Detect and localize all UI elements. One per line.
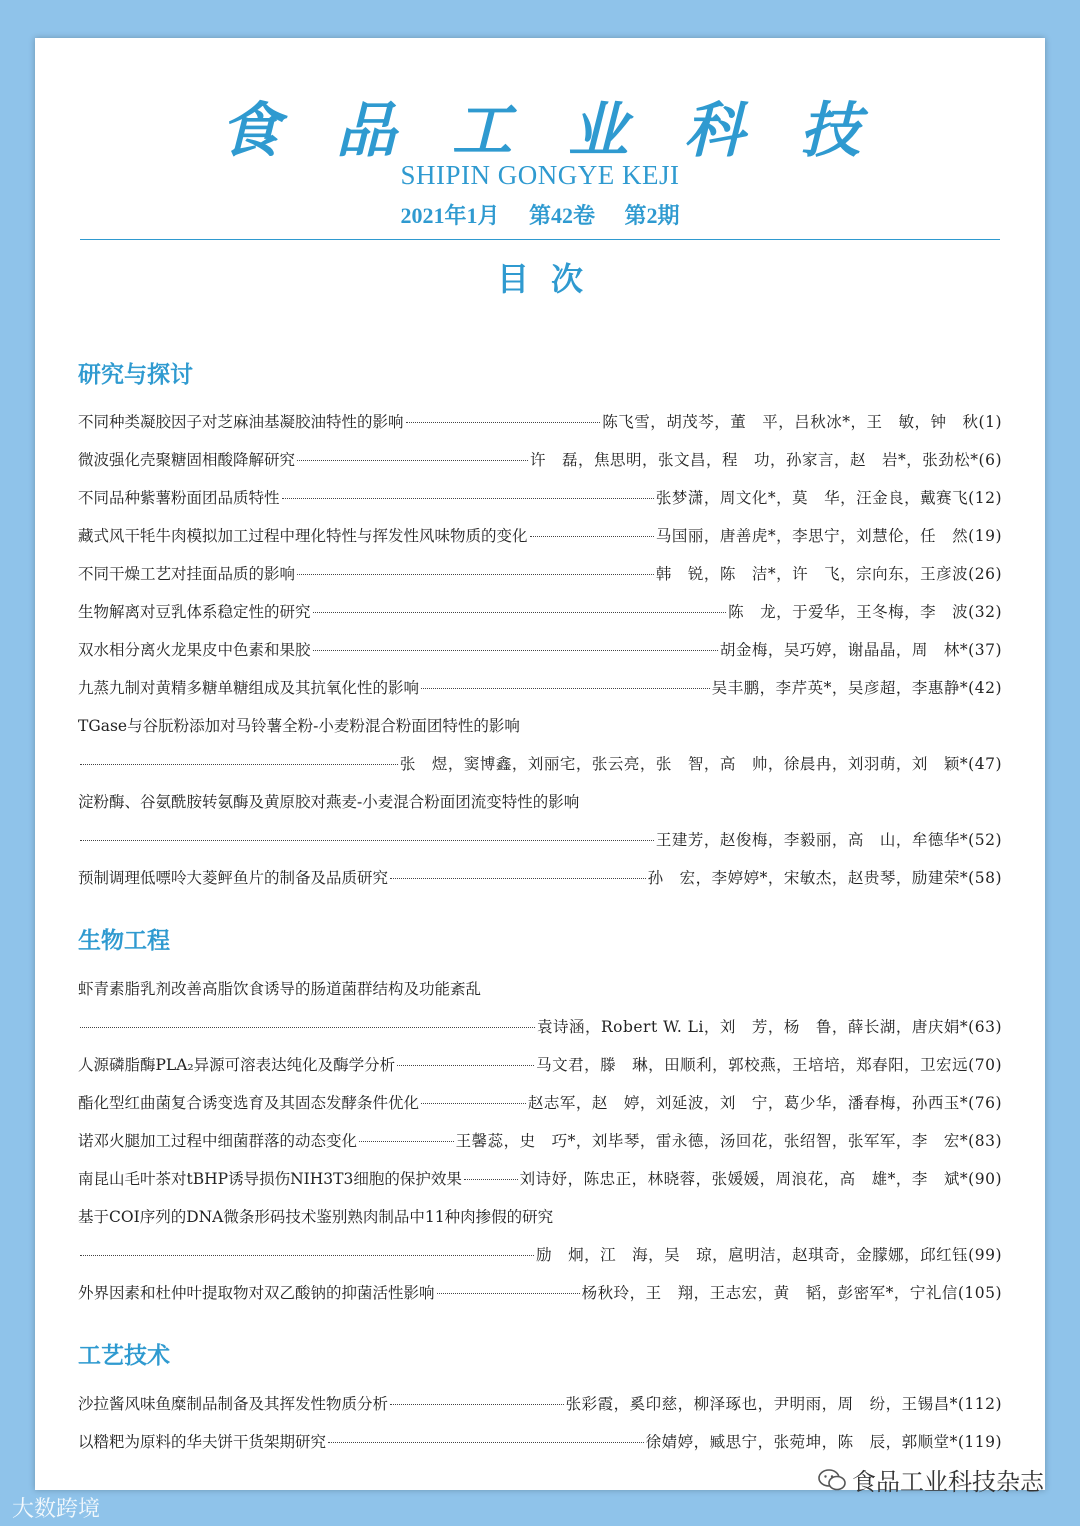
article-authors: 杨秋玲，王 翔，王志宏，黄 韬，彭密军*，宁礼信(105) (581, 1284, 1002, 1302)
toc-entry[interactable] (78, 600, 1002, 624)
leader-dots (390, 878, 646, 879)
toc-entry-title-line[interactable] (78, 790, 579, 814)
article-authors: 陈 龙，于爱华，王冬梅，李 波(32) (728, 603, 1002, 621)
leader-dots (530, 536, 654, 537)
leader-dots (390, 1404, 564, 1405)
leader-dots (80, 764, 398, 765)
leader-dots (437, 1293, 580, 1294)
article-authors: 胡金梅，吴巧婷，谢晶晶，周 林*(37) (719, 641, 1002, 659)
article-title: 淀粉酶、谷氨酰胺转氨酶及黄原胶对燕麦-小麦混合粉面团流变特性的影响 (78, 793, 580, 811)
article-title: 双水相分离火龙果皮中色素和果胶 (78, 641, 311, 659)
leader-dots (80, 840, 654, 841)
toc-entry[interactable] (78, 1430, 1002, 1454)
article-authors: 张彩霞，奚印慈，柳泽琢也，尹明雨，周 纷，王锡昌*(112) (565, 1395, 1002, 1413)
article-authors: 韩 锐，陈 洁*，许 飞，宗向东，王彦波(26) (655, 565, 1002, 583)
article-authors: 马国丽，唐善虎*，李思宁，刘慧伦，任 然(19) (655, 527, 1002, 545)
toc-entry[interactable] (78, 410, 1002, 434)
article-authors: 孙 宏，李婷婷*，宋敏杰，赵贵琴，励建荣*(58) (647, 869, 1002, 887)
toc-entry[interactable] (78, 676, 1002, 700)
article-title: 以糌粑为原料的华夫饼干货架期研究 (78, 1433, 327, 1451)
toc-entry[interactable] (78, 524, 1002, 548)
section-heading-bioengineering: 生物工程 (78, 928, 170, 954)
issue-volume: 第42卷 (528, 203, 595, 228)
toc-entry[interactable] (78, 866, 1002, 890)
leader-dots (328, 1442, 644, 1443)
watermark-right-text: 食品工业科技杂志 (852, 1468, 1044, 1496)
article-authors: 徐婧婷，臧思宁，张菀坤，陈 辰，郭顺堂*(119) (645, 1433, 1002, 1451)
toc-page (35, 38, 1045, 1490)
leader-dots (313, 650, 718, 651)
toc-entry[interactable] (78, 562, 1002, 586)
article-title: 外界因素和杜仲叶提取物对双乙酸钠的抑菌活性影响 (78, 1284, 435, 1302)
article-authors: 王馨蕊，史 巧*，刘毕琴，雷永德，汤回花，张绍智，张军军，李 宏*(83) (455, 1132, 1002, 1150)
toc-entry[interactable] (78, 448, 1002, 472)
journal-title-chinese: 食品工业科技 (220, 96, 916, 166)
article-authors: 张 煜，窦博鑫，刘丽宅，张云亮，张 智，高 帅，徐晨冉，刘羽萌，刘 颖*(47) (399, 755, 1002, 773)
leader-dots (421, 688, 710, 689)
header-rule (80, 239, 1000, 240)
article-authors: 袁诗涵，Robert W. Li，刘 芳，杨 鲁，薛长湖，唐庆娟*(63) (536, 1018, 1002, 1036)
toc-entry-title-line[interactable] (78, 1205, 553, 1229)
issue-number: 第2期 (624, 203, 680, 228)
toc-entry-author-line[interactable] (78, 1015, 1002, 1039)
article-authors: 吴丰鹏，李芹英*，吴彦超，李惠静*(42) (711, 679, 1002, 697)
article-authors: 励 炯，江 海，吴 琼，扈明洁，赵琪奇，金朦娜，邱红钰(99) (536, 1246, 1002, 1264)
article-title: 不同干燥工艺对挂面品质的影响 (78, 565, 296, 583)
article-title: TGase与谷朊粉添加对马铃薯全粉-小麦粉混合粉面团特性的影响 (78, 717, 520, 735)
article-title: 藏式风干牦牛肉模拟加工过程中理化特性与挥发性风味物质的变化 (78, 527, 528, 545)
article-authors: 赵志军，赵 婷，刘延波，刘 宁，葛少华，潘春梅，孙西玉*(76) (527, 1094, 1002, 1112)
leader-dots (80, 1027, 535, 1028)
article-title: 沙拉酱风味鱼糜制品制备及其挥发性物质分析 (78, 1395, 389, 1413)
article-title: 微波强化壳聚糖固相酸降解研究 (78, 451, 296, 469)
leader-dots (406, 422, 601, 423)
article-title: 酯化型红曲菌复合诱变选育及其固态发酵条件优化 (78, 1094, 420, 1112)
leader-dots (421, 1103, 526, 1104)
toc-entry[interactable] (78, 638, 1002, 662)
leader-dots (359, 1141, 454, 1142)
article-title: 基于COI序列的DNA微条形码技术鉴别熟肉制品中11种肉掺假的研究 (78, 1208, 554, 1226)
article-authors: 许 磊，焦思明，张文昌，程 功，孙家言，赵 岩*，张劲松*(6) (530, 451, 1002, 469)
toc-entry[interactable] (78, 486, 1002, 510)
article-authors: 陈飞雪，胡茂芩，董 平，吕秋冰*，王 敏，钟 秋(1) (602, 413, 1002, 431)
leader-dots (282, 498, 654, 499)
article-authors: 张梦潇，周文化*，莫 华，汪金良，戴赛飞(12) (655, 489, 1002, 507)
leader-dots (313, 612, 727, 613)
leader-dots (297, 460, 528, 461)
article-title: 南昆山毛叶茶对tBHP诱导损伤NIH3T3细胞的保护效果 (78, 1170, 462, 1188)
section-heading-process-technology: 工艺技术 (78, 1343, 170, 1369)
toc-entry-author-line[interactable] (78, 752, 1002, 776)
article-title: 九蒸九制对黄精多糖单糖组成及其抗氧化性的影响 (78, 679, 420, 697)
article-title: 虾青素脂乳剂改善高脂饮食诱导的肠道菌群结构及功能紊乱 (78, 980, 482, 998)
article-title: 不同种类凝胶因子对芝麻油基凝胶油特性的影响 (78, 413, 404, 431)
article-title: 生物解离对豆乳体系稳定性的研究 (78, 603, 311, 621)
wechat-icon (818, 1469, 846, 1491)
article-title: 预制调理低嘌呤大菱鲆鱼片的制备及品质研究 (78, 869, 389, 887)
watermark-right (818, 1462, 1044, 1497)
article-title: 不同品种紫薯粉面团品质特性 (78, 489, 280, 507)
issue-date: 2021年1月 (400, 203, 500, 228)
watermark-left-text: 大数跨境 (12, 1497, 101, 1522)
leader-dots (80, 1255, 534, 1256)
toc-entry[interactable] (78, 1167, 1002, 1191)
toc-entry-author-line[interactable] (78, 828, 1002, 852)
leader-dots (297, 574, 654, 575)
toc-heading: 目次 (496, 260, 605, 298)
toc-entry[interactable] (78, 1281, 1002, 1305)
toc-entry[interactable] (78, 1392, 1002, 1416)
toc-entry-title-line[interactable] (78, 977, 481, 1001)
section-heading-research: 研究与探讨 (78, 362, 193, 388)
toc-entry-author-line[interactable] (78, 1243, 1002, 1267)
toc-entry[interactable] (78, 1129, 1002, 1153)
leader-dots (464, 1179, 518, 1180)
article-authors: 刘诗妤，陈忠正，林晓蓉，张媛媛，周浪花，高 雄*，李 斌*(90) (519, 1170, 1002, 1188)
article-title: 人源磷脂酶PLA₂异源可溶表达纯化及酶学分析 (78, 1056, 396, 1074)
toc-entry[interactable] (78, 1091, 1002, 1115)
journal-title-pinyin: SHIPIN GONGYE KEJI (400, 160, 680, 190)
leader-dots (397, 1065, 534, 1066)
article-authors: 王建芳，赵俊梅，李毅丽，高 山，牟德华*(52) (655, 831, 1002, 849)
toc-entry[interactable] (78, 1053, 1002, 1077)
article-title: 诺邓火腿加工过程中细菌群落的动态变化 (78, 1132, 358, 1150)
watermark-left (12, 1492, 100, 1523)
article-authors: 马文君，滕 琳，田顺利，郭校燕，王培培，郑春阳，卫宏远(70) (536, 1056, 1002, 1074)
issue-info (35, 199, 1045, 230)
toc-entry-title-line[interactable] (78, 714, 520, 738)
